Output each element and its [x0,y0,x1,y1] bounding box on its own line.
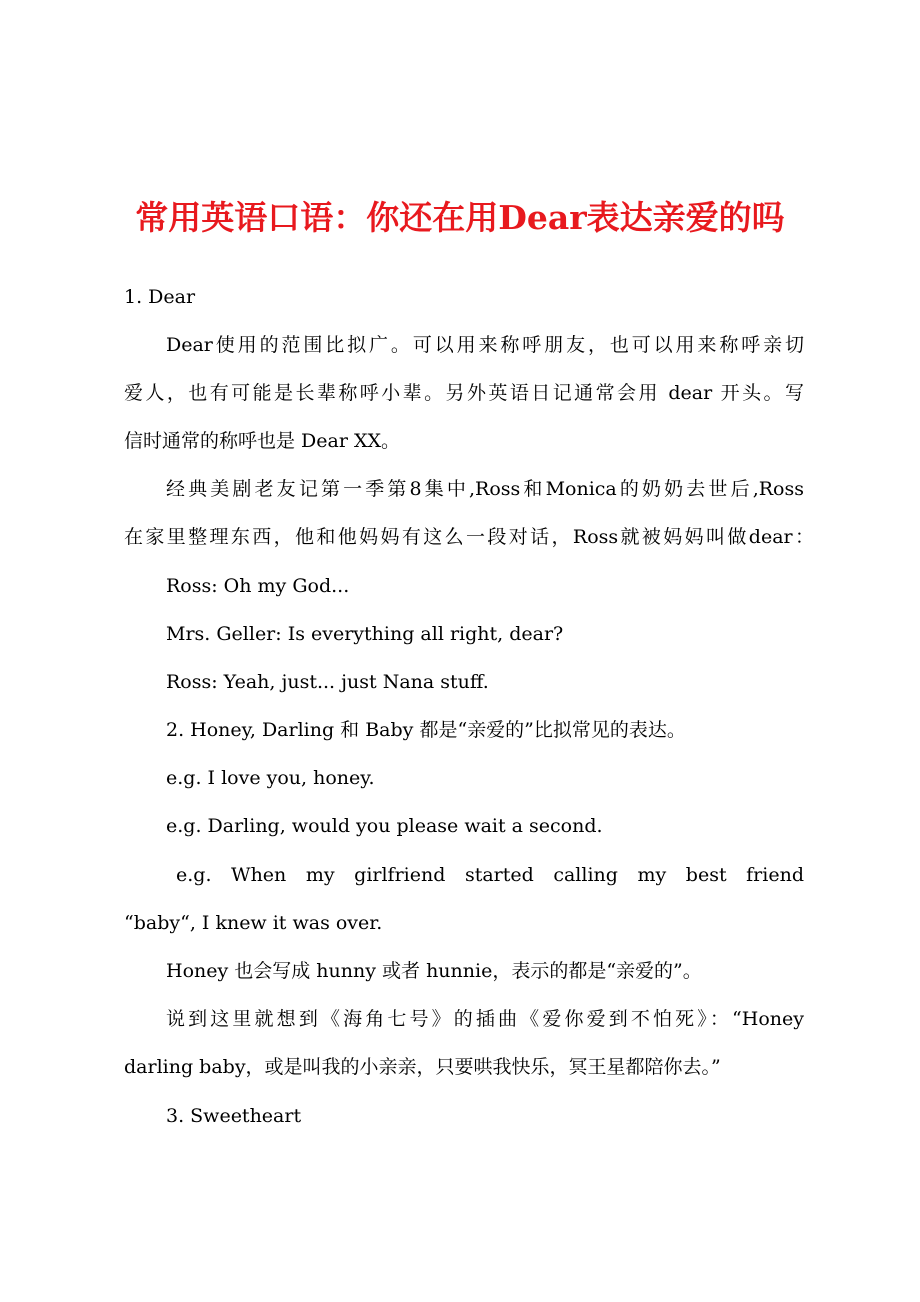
paragraph-line: 在家里整理东西，他和他妈妈有这么一段对话，Ross就被妈妈叫做dear： [124,526,814,548]
paragraph-line: 爱人，也有可能是长辈称呼小辈。另外英语日记通常会用 dear 开头。写 [124,382,804,404]
example-line: e.g. When my girlfriend started calling my best friend [176,864,804,886]
dialogue-line: Mrs. Geller: Is everything all right, dear? [166,623,564,645]
paragraph-line: Honey 也会写成 hunny 或者 hunnie，表示的都是“亲爱的”。 [166,960,702,982]
paragraph-line: Dear使用的范围比拟广。可以用来称呼朋友，也可以用来称呼亲切 [166,334,804,356]
example-line: “baby“, I knew it was over. [124,912,383,934]
dialogue-line: Ross: Yeah, just... just Nana stuff. [166,671,489,693]
paragraph-line: 信时通常的称呼也是 Dear XX。 [124,430,401,452]
paragraph-line: 说到这里就想到《海角七号》的插曲《爱你爱到不怕死》：“Honey [166,1008,804,1030]
example-line: e.g. Darling, would you please wait a second. [166,815,603,837]
section-heading-dear: 1. Dear [124,286,196,308]
section-heading-honey: 2. Honey, Darling 和 Baby 都是“亲爱的”比拟常见的表达。 [166,719,686,741]
paragraph-line: darling baby，或是叫我的小亲亲，只要哄我快乐，冥王星都陪你去。” [124,1056,721,1078]
dialogue-line: Ross: Oh my God... [166,575,350,597]
document-title: 常用英语口语：你还在用Dear表达亲爱的吗 [135,198,785,237]
example-line: e.g. I love you, honey. [166,767,375,789]
paragraph-line: 经典美剧老友记第一季第8集中,Ross和Monica的奶奶去世后,Ross [166,478,804,500]
section-heading-sweetheart: 3. Sweetheart [166,1105,302,1127]
